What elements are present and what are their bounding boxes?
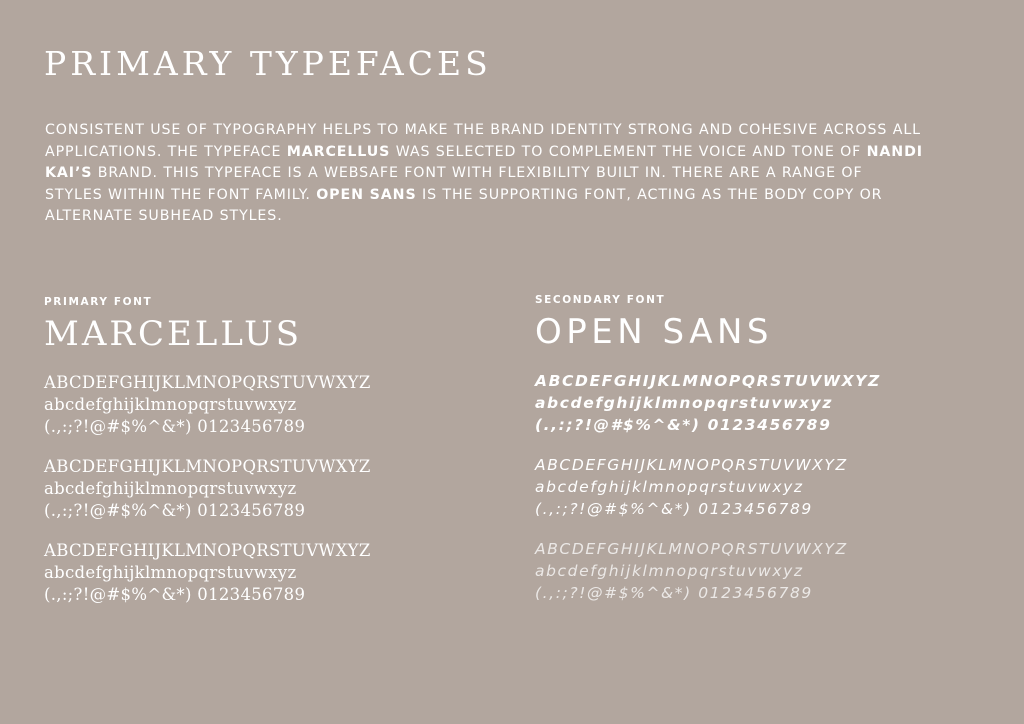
secondary-specimen-italic bbox=[535, 454, 881, 520]
intro-paragraph bbox=[45, 120, 925, 228]
intro-text: BRAND. THIS TYPEFACE IS A WEBSAFE FONT WITH FLEXIBILITY BUILT IN. THERE ARE A RANGE OF STYLES WITHIN THE FONT FAMILY. bbox=[45, 165, 863, 203]
page-title: PRIMARY TYPEFACES bbox=[44, 44, 492, 83]
specimen-lowercase: abcdefghijklmnopqrstuvwxyz bbox=[535, 562, 804, 580]
specimen-symbols: (.,:;?!@#$%^&*) 0123456789 bbox=[535, 584, 813, 602]
specimen-uppercase: ABCDEFGHIJKLMNOPQRSTUVWXYZ bbox=[44, 457, 371, 476]
intro-bold-marcellus: MARCELLUS bbox=[286, 143, 391, 160]
specimen-symbols: (.,:;?!@#$%^&*) 0123456789 bbox=[535, 416, 832, 434]
secondary-font-column bbox=[535, 294, 881, 604]
specimen-uppercase: ABCDEFGHIJKLMNOPQRSTUVWXYZ bbox=[535, 372, 881, 390]
specimen-symbols: (.,:;?!@#$%^&*) 0123456789 bbox=[44, 417, 306, 436]
specimen-lowercase: abcdefghijklmnopqrstuvwxyz bbox=[535, 478, 804, 496]
primary-specimen-2 bbox=[44, 456, 371, 522]
specimen-symbols: (.,:;?!@#$%^&*) 0123456789 bbox=[44, 585, 306, 604]
specimen-symbols: (.,:;?!@#$%^&*) 0123456789 bbox=[44, 501, 306, 520]
specimen-lowercase: abcdefghijklmnopqrstuvwxyz bbox=[44, 563, 297, 582]
secondary-specimen-light-italic bbox=[535, 538, 881, 604]
secondary-font-label: SECONDARY FONT bbox=[535, 294, 666, 306]
intro-text: CONSISTENT USE OF TYPOGRAPHY HELPS TO MAKE THE BRAND IDENTITY STRONG AND COHESIVE ACROSS ALL APPLICATIONS. THE TYPEFACE bbox=[45, 122, 921, 160]
specimen-uppercase: ABCDEFGHIJKLMNOPQRSTUVWXYZ bbox=[44, 541, 371, 560]
primary-font-label: PRIMARY FONT bbox=[44, 296, 153, 308]
secondary-specimen-bold-italic bbox=[535, 370, 881, 436]
specimen-uppercase: ABCDEFGHIJKLMNOPQRSTUVWXYZ bbox=[535, 540, 848, 558]
intro-bold-brand: NANDI KAI’S bbox=[45, 143, 923, 181]
primary-specimen-3 bbox=[44, 540, 371, 606]
intro-text: IS THE SUPPORTING FONT, ACTING AS THE BODY COPY OR ALTERNATE SUBHEAD STYLES. bbox=[45, 186, 883, 224]
specimen-uppercase: ABCDEFGHIJKLMNOPQRSTUVWXYZ bbox=[44, 373, 371, 392]
primary-specimen-1 bbox=[44, 372, 371, 438]
intro-text: WAS SELECTED TO COMPLEMENT THE VOICE AND TONE OF bbox=[390, 143, 867, 160]
primary-font-name: MARCELLUS bbox=[44, 314, 303, 354]
specimen-symbols: (.,:;?!@#$%^&*) 0123456789 bbox=[535, 500, 813, 518]
specimen-lowercase: abcdefghijklmnopqrstuvwxyz bbox=[44, 395, 297, 414]
specimen-lowercase: abcdefghijklmnopqrstuvwxyz bbox=[535, 394, 833, 412]
specimen-uppercase: ABCDEFGHIJKLMNOPQRSTUVWXYZ bbox=[535, 456, 848, 474]
intro-bold-open-sans: OPEN SANS bbox=[316, 186, 417, 203]
primary-font-column bbox=[44, 296, 371, 606]
secondary-font-name: OPEN SANS bbox=[535, 312, 773, 352]
specimen-lowercase: abcdefghijklmnopqrstuvwxyz bbox=[44, 479, 297, 498]
